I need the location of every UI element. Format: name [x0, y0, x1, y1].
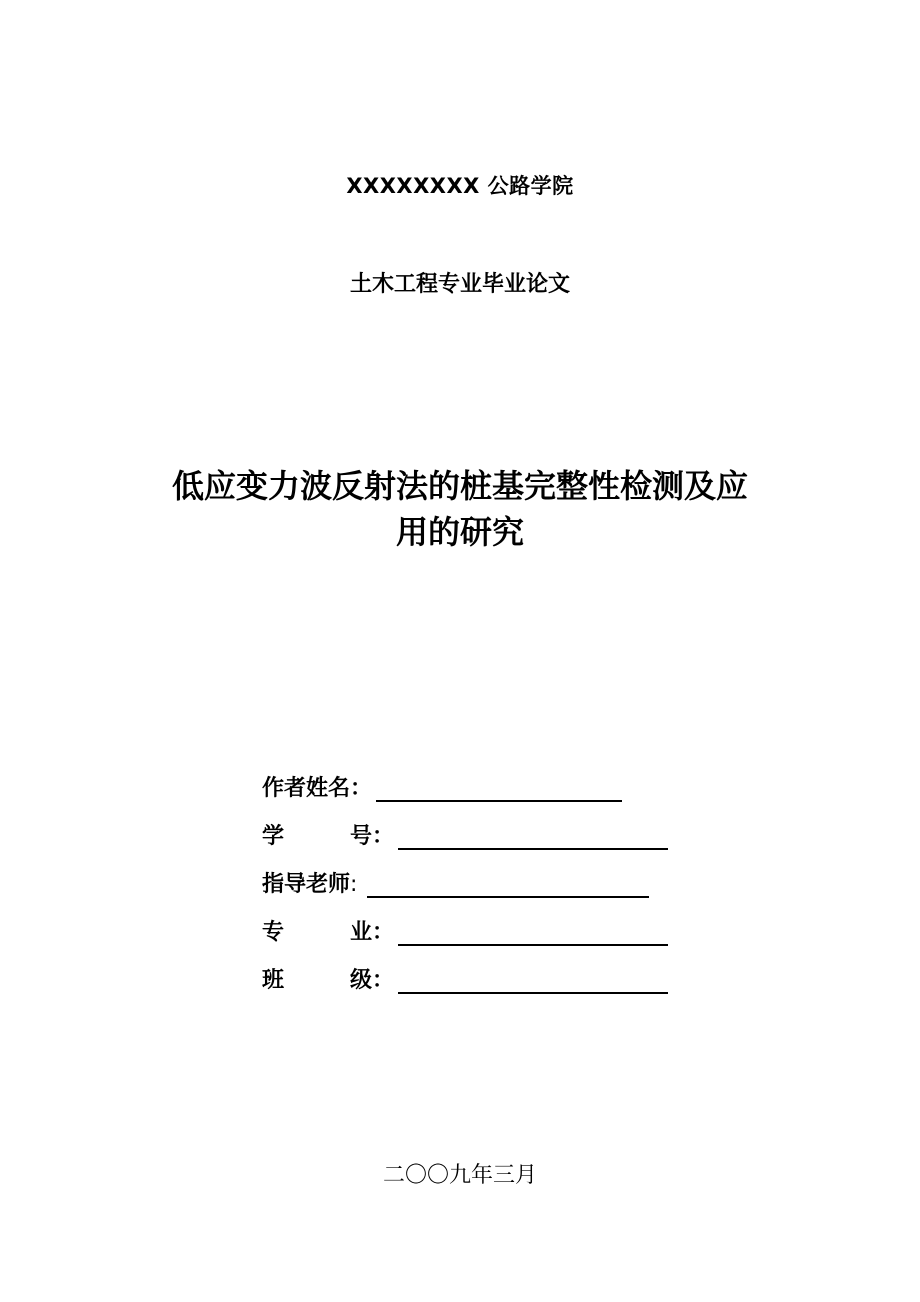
major-field[interactable]	[398, 920, 668, 946]
thesis-title-line-2: 用的研究	[395, 513, 524, 551]
author-colon: ：	[350, 776, 373, 801]
advisor-field[interactable]	[367, 872, 649, 898]
author-field[interactable]	[376, 776, 622, 802]
advisor-label: 指导老师	[262, 872, 351, 897]
submission-date: 二〇〇九年三月	[382, 1163, 537, 1188]
student-id-field[interactable]	[398, 824, 668, 850]
class-row	[262, 964, 668, 994]
major-colon: ：	[372, 920, 395, 945]
major-row	[262, 916, 668, 946]
author-label: 作者姓名	[262, 776, 351, 801]
advisor-colon: :	[350, 872, 358, 897]
student-id-label: 学号	[262, 824, 372, 849]
thesis-title-line-1: 低应变力波反射法的桩基完整性检测及应	[171, 467, 748, 505]
institution-name: XXXXXXXX 公路学院	[346, 174, 574, 198]
student-id-row	[262, 820, 668, 850]
student-id-colon: ：	[372, 824, 395, 849]
program-name: 土木工程专业毕业论文	[349, 272, 570, 297]
advisor-row	[262, 868, 649, 898]
author-row	[262, 772, 622, 802]
thesis-title	[0, 463, 920, 555]
major-label: 专业	[262, 920, 372, 945]
class-label: 班级	[262, 968, 372, 993]
class-colon: ：	[372, 968, 395, 993]
class-field[interactable]	[398, 968, 668, 994]
